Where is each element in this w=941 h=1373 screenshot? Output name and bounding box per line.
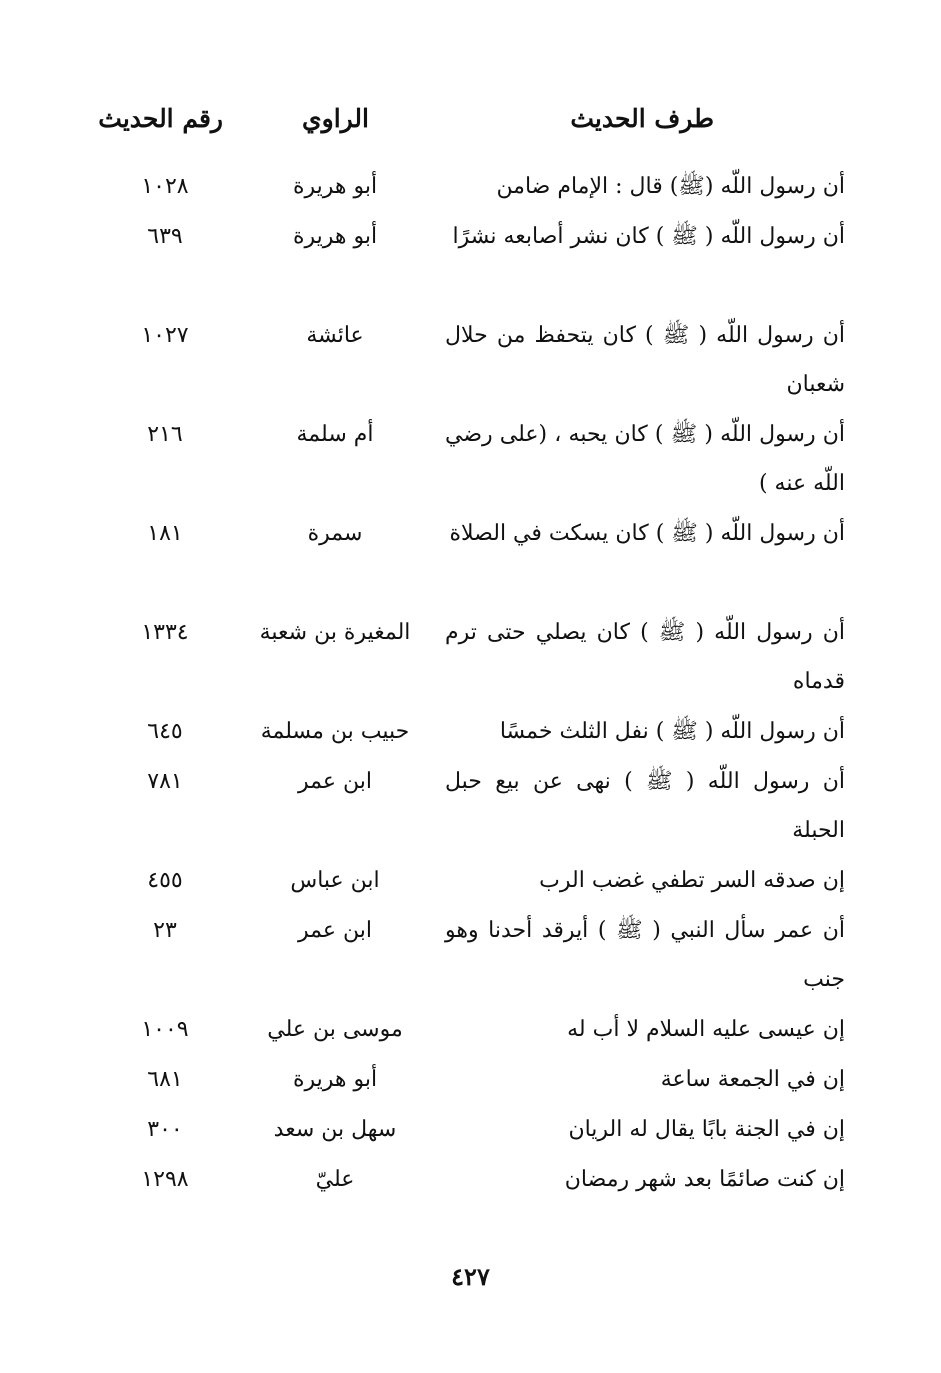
hadith-text: أن رسول اللّه ( ﷺ ) كان نشر أصابعه نشرًا	[452, 224, 845, 249]
narrator: أم سلمة	[296, 422, 374, 447]
hadith-number: ٤٥٥	[147, 868, 183, 893]
narrator: أبو هريرة	[292, 224, 378, 249]
hadith-number: ٢١٦	[147, 422, 183, 447]
hadith-number: ١٠٢٧	[141, 323, 189, 348]
table-row	[0, 757, 941, 856]
table-row	[0, 608, 941, 707]
narrator: عليّ	[315, 1167, 355, 1192]
hadith-text: أن رسول اللّه ( ﷺ ) نهى عن بيع حبل الحبلة	[445, 769, 845, 843]
hadith-number: ٣٠٠	[147, 1117, 183, 1142]
hadith-text: إن كنت صائمًا بعد شهر رمضان	[564, 1167, 845, 1192]
table-row	[0, 1105, 941, 1155]
hadith-number: ٦٨١	[147, 1067, 183, 1092]
hadith-number: ٢٣	[153, 918, 177, 943]
narrator: ابن عمر	[298, 769, 372, 794]
hadith-index-table	[0, 162, 941, 1205]
narrator: المغيرة بن شعبة	[259, 620, 411, 645]
hadith-number: ١٨١	[147, 521, 183, 546]
hadith-number: ٦٤٥	[147, 719, 183, 744]
narrator: أبو هريرة	[292, 174, 378, 199]
hadith-text: إن في الجمعة ساعة	[660, 1067, 845, 1092]
hadith-text: إن في الجنة بابًا يقال له الريان	[568, 1117, 845, 1142]
hadith-text: أن عمر سأل النبي ( ﷺ ) أيرقد أحدنا وهو جنب	[445, 918, 845, 992]
hadith-text: أن رسول اللّه ( ﷺ ) كان يسكت في الصلاة	[449, 521, 845, 546]
table-row	[0, 162, 941, 212]
hadith-text: أن رسول اللّه ( ﷺ ) نفل الثلث خمسًا	[499, 719, 845, 744]
hadith-number: ٦٣٩	[147, 224, 183, 249]
hadith-text: أن رسول اللّه ( ﷺ ) كان يصلي حتى ترم قدماه	[445, 620, 845, 694]
narrator: سمرة	[307, 521, 363, 546]
hadith-number: ١٠٠٩	[141, 1017, 189, 1042]
table-row	[0, 212, 941, 311]
table-row	[0, 1005, 941, 1055]
header-number: رقم الحديث	[98, 104, 223, 133]
hadith-text: إن صدقه السر تطفي غضب الرب	[539, 868, 845, 893]
hadith-text: أن رسول اللّه (ﷺ) قال : الإمام ضامن	[496, 174, 845, 199]
narrator: موسى بن علي	[267, 1017, 403, 1042]
hadith-text: أن رسول اللّه ( ﷺ ) كان يتحفظ من حلال شعبان	[445, 323, 845, 397]
table-row	[0, 311, 941, 410]
header-narrator: الراوي	[302, 104, 369, 133]
table-row	[0, 707, 941, 757]
table-row	[0, 856, 941, 906]
table-row	[0, 1055, 941, 1105]
narrator: أبو هريرة	[292, 1067, 378, 1092]
hadith-number: ٧٨١	[147, 769, 183, 794]
hadith-number: ١٠٢٨	[141, 174, 189, 199]
hadith-number: ١٣٣٤	[141, 620, 189, 645]
hadith-text: إن عيسى عليه السلام لا أب له	[567, 1017, 845, 1042]
narrator: عائشة	[306, 323, 364, 348]
hadith-number: ١٢٩٨	[141, 1167, 189, 1192]
narrator: سهل بن سعد	[273, 1117, 397, 1142]
narrator: حبيب بن مسلمة	[260, 719, 410, 744]
table-row	[0, 410, 941, 509]
narrator: ابن عباس	[290, 868, 380, 893]
narrator: ابن عمر	[298, 918, 372, 943]
table-row	[0, 1155, 941, 1205]
page-number: ٤٢٧	[451, 1262, 490, 1291]
table-row	[0, 509, 941, 608]
table-row	[0, 906, 941, 1005]
hadith-text: أن رسول اللّه ( ﷺ ) كان يحبه ، (على رضي اللّه عنه )	[445, 422, 845, 496]
header-hadith: طرف الحديث	[570, 104, 714, 133]
